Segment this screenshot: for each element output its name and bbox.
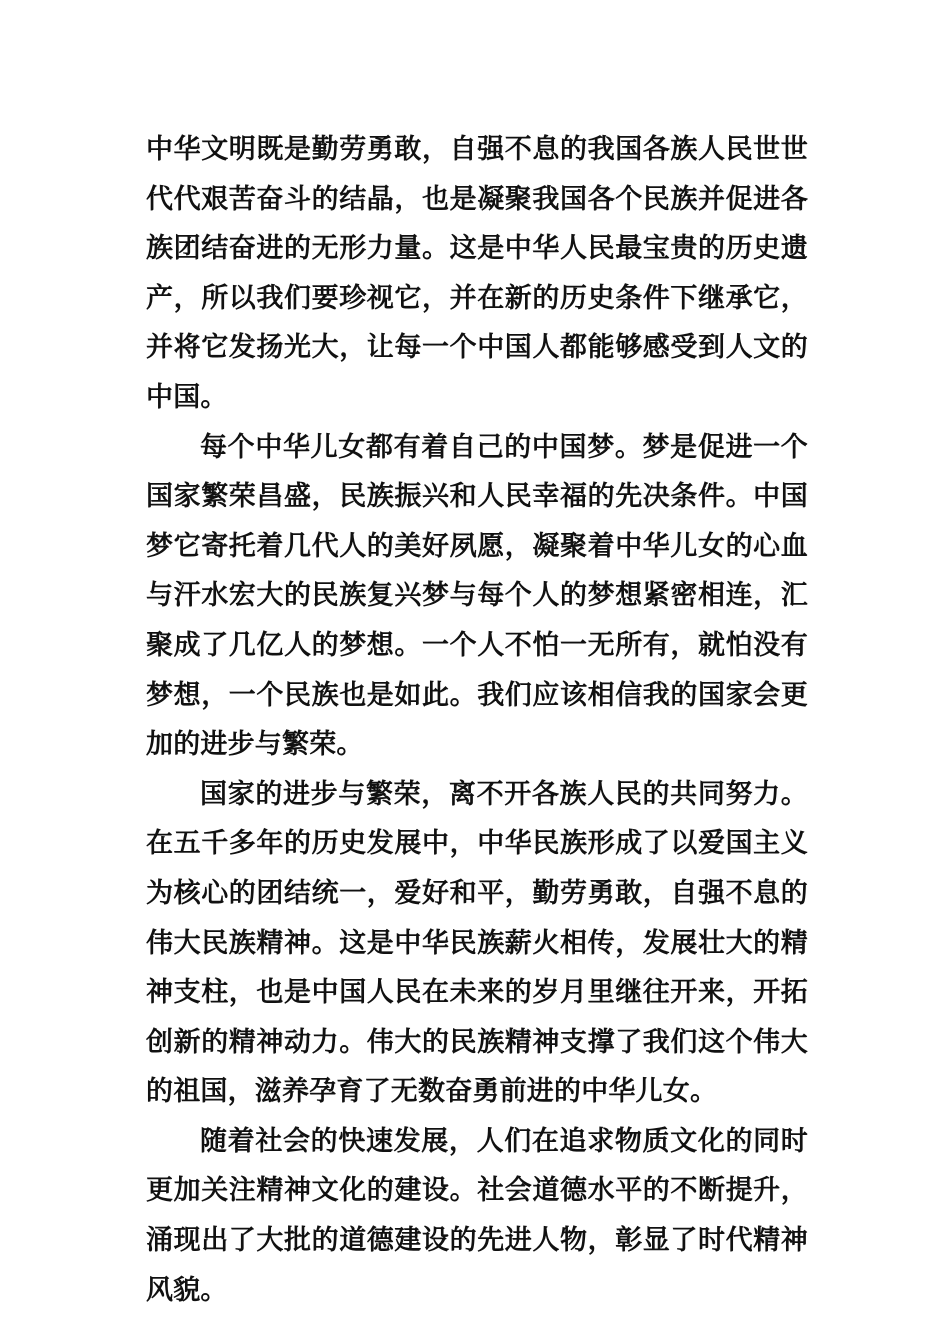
paragraph-2: 每个中华儿女都有着自己的中国梦。梦是促进一个国家繁荣昌盛，民族振兴和人民幸福的先决条件。中国梦它寄托着几代人的美好夙愿，凝聚着中华儿女的心血与汗水宏大的民族复兴梦与每个人的梦想紧密相连，汇聚成了几亿人的梦想。一个人不怕一无所有，就怕没有梦想，一个民族也是如此。我们应该相信我的国家会更加的进步与繁荣。 [146,431,808,761]
paragraph-4: 随着社会的快速发展，人们在追求物质文化的同时更加关注精神文化的建设。社会道德水平的不断提升，涌现出了大批的道德建设的先进人物，彰显了时代精神风貌。 [146,1125,808,1306]
paragraph-1: 中华文明既是勤劳勇敢，自强不息的我国各族人民世世代代艰苦奋斗的结晶，也是凝聚我国各个民族并促进各族团结奋进的无形力量。这是中华人民最宝贵的历史遗产，所以我们要珍视它，并在新的历史条件下继承它，并将它发扬光大，让每一个中国人都能够感受到人文的中国。 [146,134,808,413]
document-body [146,125,808,1315]
paragraph-3: 国家的进步与繁荣，离不开各族人民的共同努力。在五千多年的历史发展中，中华民族形成了以爱国主义为核心的团结统一，爱好和平，勤劳勇敢，自强不息的伟大民族精神。这是中华民族薪火相传，发展壮大的精神支柱，也是中国人民在未来的岁月里继往开来，开拓创新的精神动力。伟大的民族精神支撑了我们这个伟大的祖国，滋养孕育了无数奋勇前进的中华儿女。 [146,778,808,1108]
